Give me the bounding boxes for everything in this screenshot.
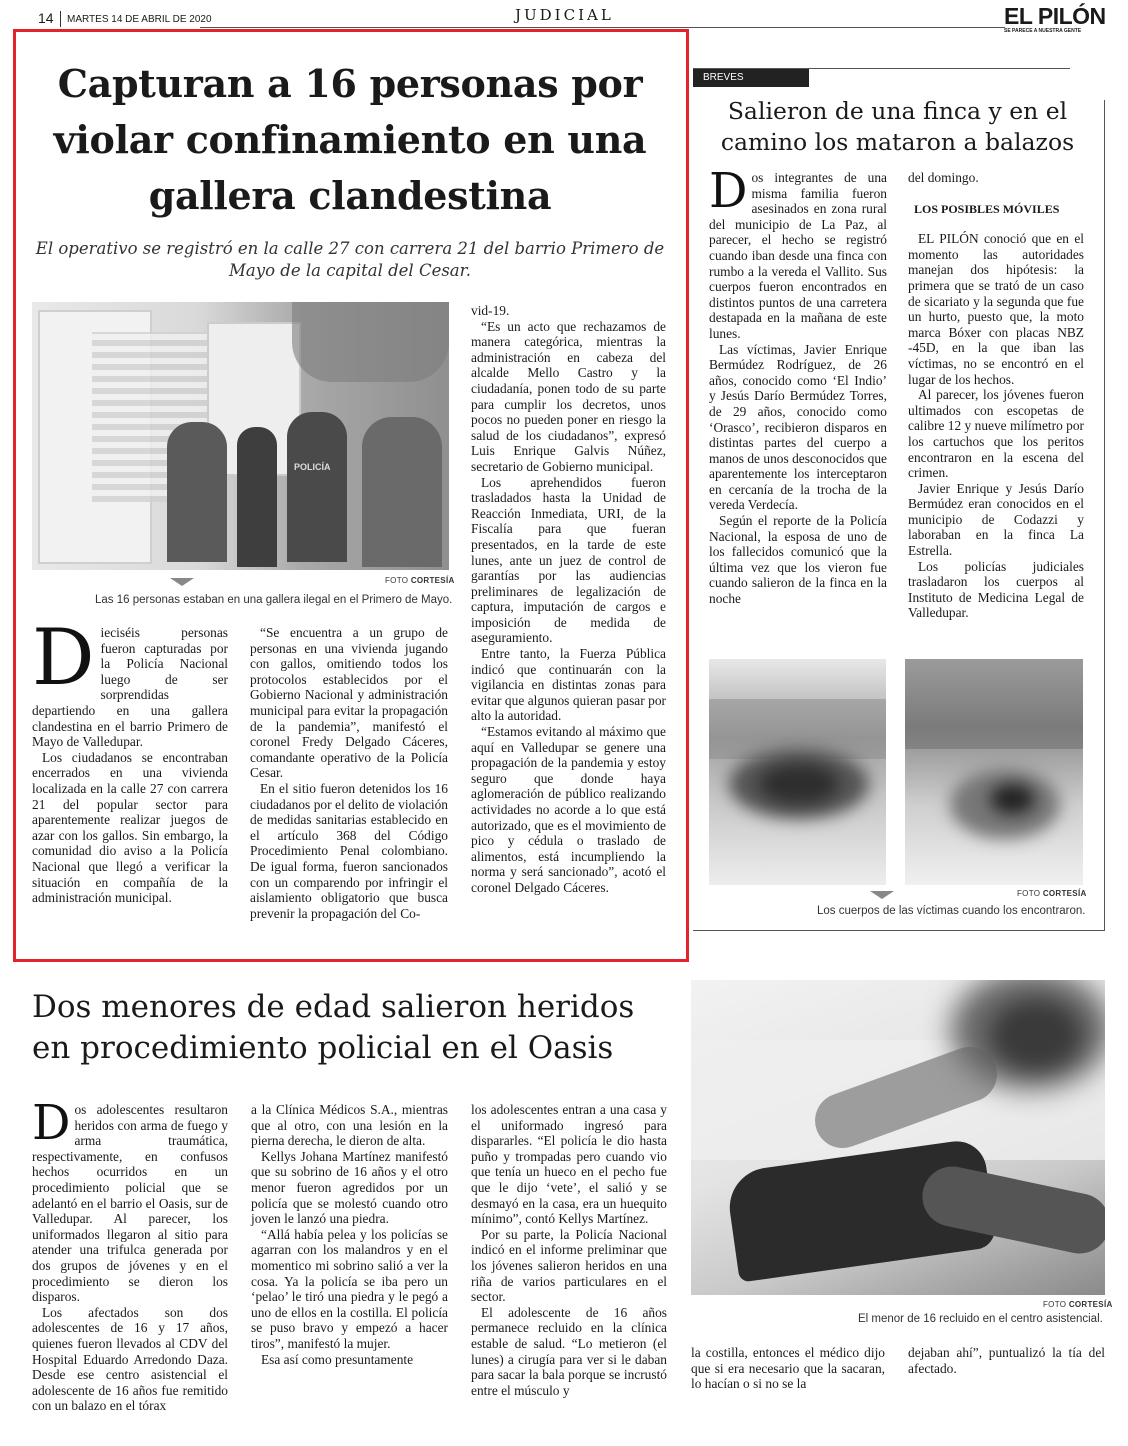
article2-paragraph: Al parecer, los jóvenes fueron ultimados con escopetas de calibre 12 y nueve milímetro por los cartuchos que los peritos encontraron en la escena del crimen. [908,387,1084,481]
article3-photo-credit: FOTO CORTESÍA [1043,1300,1113,1309]
article3-dropcap: D [32,1095,71,1151]
article2-subhead: LOS POSIBLES MÓVILES [914,201,1060,216]
article2-paragraph: EL PILÓN conoció que en el momento las autoridades manejan dos hipótesis: la primera que se trató de un caso de sicariato y la segunda que fue un hurto, puesto que, la moto marca Bóxer con placas NBZ -45D, en la que iban las víctimas, no se encontró en el lugar de los hechos. [908,231,1084,387]
article2-paragraph: os integrantes de una misma familia fueron asesinados en zona rural del municipio de La Paz, al parecer, el hecho se registró cuando iban desde una finca con rumbo a la vereda el Vallito. Sus cuerpos fueron encontrados en distintos puntos de una carretera destapada en la mañana de este lunes. [709,170,887,341]
article2-photo-left [709,659,886,885]
article2-title: Salieron de una finca y en el camino los mataron a balazos [720,97,1075,156]
article2-photo-right [905,659,1083,885]
article2-paragraph: del domingo. [908,170,979,185]
article1-paragraph: ieciséis personas fueron capturadas por la Policía Nacional luego de ser sorprendidas departiendo en una gallera clandestina en el barrio Primero de Mayo de Valledupar. [32,625,228,750]
vest-label: POLICÍA [294,462,331,472]
article1-title: Capturan a 16 personas por violar confinamiento en una gallera clandestina [53,61,647,218]
article2-dropcap: D [709,163,748,219]
brand-slogan: SE PARECE A NUESTRA GENTE [1004,28,1082,34]
article3-paragraph: “Allá había pelea y los policías se agarran con los malandros y en el momentico mi sobrino salió a ver la cosa. Ya la policía se iba pero un ‘pelao’ le tiró una piedra y le pegó a uno de ellos en la costilla. El policía se puso bravo y empezó a hacer tiros”, manifestó la mujer. [251,1226,448,1351]
article3-paragraph: os adolescentes resultaron heridos con arma de fuego y arma traumática, respectivamente, en confusos hechos ocurridos en un procedimiento policial que se adelantó en el barrio el Oasis, sur de Valledupar. Al parecer, los uniformados llegaron al sitio para atender una trifulca generada por dos grupos de jóvenes y en el procedimiento se dieron los disparos. [32,1102,228,1305]
article1-dropcap: D [32,613,95,703]
article3-column-3 [471,1102,667,1398]
article3-paragraph: a la Clínica Médicos S.A., mientras que al otro, con una lesión en la pierna derecha, le dieron de alta. [251,1102,448,1149]
article3-column-4 [691,1345,885,1392]
article2-paragraph: Los policías judiciales trasladaron los cuerpos al Instituto de Medicina Legal de Valledupar. [908,558,1084,621]
officer-left [167,422,227,562]
article1-caption-arrow [170,578,194,586]
article3-paragraph: Los afectados son dos adolescentes de 16 y 17 años, quienes fueron llevados al CDV del Hospital Eduardo Arredondo Daza. Desde ese centro asistencial el adolescente de 16 años fue remitido con un balazo en el tórax [32,1304,228,1414]
article1-column-2 [250,625,448,921]
officer-right [362,417,442,567]
article2-paragraph: Las víctimas, Javier Enrique Bermúdez Rodríguez, de 26 años, conocido como ‘El Indio’ y Jesús Darío Bermúdez Torres, de 29 años, conocido como ‘Orasco’, recibieron disparos en distintas partes del cuerpo a manos de unos desconocidos que aparentemente los interceptaron en cercanía de la trocha de la vereda Verdecía. [709,341,887,513]
brand-name: EL PILÓN [1004,3,1106,29]
article3-title: Dos menores de edad salieron heridos en procedimiento policial en el Oasis [32,989,635,1066]
breves-kicker: BREVES [693,69,809,87]
tree-background [292,302,449,382]
article1-paragraph: Entre tanto, la Fuerza Pública indicó que continuarán con la vigilancia en distintas zonas para evitar que algunos quieran pasar por alto la autoridad. [471,646,666,724]
article2-paragraph: Según el reporte de la Policía Nacional, la esposa de uno de los fallecidos comunicó que la última vez que los vieron fue cuando salieron de la finca en la noche [709,513,887,607]
article3-column-5 [908,1345,1105,1376]
article1-paragraph: “Se encuentra a un grupo de personas en una vivienda jugando con gallos, omitiendo todos los protocolos establecidos por el Gobierno Nacional y administración municipal para evitar la propagación de la pandemia”, manifestó el coronel Fredy Delgado Cáceres, comandante operativo de la Policía Cesar. [250,625,448,781]
article1-paragraph: Los aprehendidos fueron trasladados hasta la Unidad de Reacción Inmediata, URI, de la Fiscalía para que fueran presentados, en la tarde de este lunes, ante un juez de control de garantías por las audiencias preliminares de legalización de captura, imputación de cargos e imposición de medida de aseguramiento. [471,474,666,646]
article2-column-1 [709,163,887,607]
article3-paragraph: Por su parte, la Policía Nacional indicó en el informe preliminar que los jóvenes salieron heridos en una riña de varios particulares en el sector. [471,1226,667,1305]
article1-column-1 [32,613,228,906]
section-title: JUDICIAL [515,6,614,24]
header-rule [200,27,1005,28]
article2-photo-caption: Los cuerpos de las víctimas cuando los encontraron. [817,905,1086,917]
article1-subtitle: El operativo se registró en la calle 27 con carrera 21 del barrio Primero de Mayo de la capital del Cesar. [35,239,665,280]
article3-column-1 [32,1095,228,1414]
article3-paragraph: los adolescentes entran a una casa y el uniformado ingresó para dispararles. “El policía le dio hasta puño y trompadas pero cuando vio que tenía un hueco en el pecho fue que le dijo ‘vete’, el salió y se desmayó en la casa, era un huequito mínimo”, contó Kellys Martínez. [471,1102,667,1227]
article3-paragraph: Kellys Johana Martínez manifestó que su sobrino de 16 años y el otro menor fueron agredidos por un policía que se molestó cuando otro joven le lanzó una piedra. [251,1148,448,1227]
breves-bottom-rule [693,930,1105,931]
breves-right-rule [1104,100,1105,931]
brand-logo [1004,4,1108,34]
article3-paragraph: Esa así como presuntamente [261,1351,414,1367]
article3-paragraph: dejaban ahí”, puntualizó la tía del afectado. [908,1345,1105,1376]
article1-paragraph: “Es un acto que rechazamos de manera categórica, mientras la administración en cabeza del alcalde Mello Castro y la ciudadanía, ponen todo de su parte para cumplir los decretos, unos pocos no pueden poner en riesgo la salud de los ciudadanos”, expresó Luis Enrique Galvis Núñez, secretario de Gobierno municipal. [471,318,666,474]
article1-photo-credit: FOTO CORTESÍA [385,576,455,585]
article2-paragraph: Javier Enrique y Jesús Darío Bermúdez eran conocidos en el municipio de Codazzi y laboraban en la finca La Estrella. [908,480,1084,559]
issue-date: MARTES 14 DE ABRIL DE 2020 [67,14,212,25]
article1-paragraph: En el sitio fueron detenidos los 16 ciudadanos por el delito de violación de medidas sanitarias establecido en el artículo 368 del Código Procedimiento Penal colombiano. De igual forma, fueron sancionados con un comparendo por infringir el aislamiento obligatorio que busca prevenir la propagación del Co- [250,780,448,921]
article3-column-2 [251,1102,448,1367]
article2-photo-credit: FOTO CORTESÍA [1017,889,1087,898]
article3-paragraph: la costilla, entonces el médico dijo que si era necesario que la sacaran, lo hacían o si no se la [691,1345,885,1392]
article1-paragraph: Los ciudadanos se encontraban encerrados en una vivienda localizada en la calle 27 con carrera 21 del popular sector para aparentemente realizar juegos de azar con los gallos. Sin embargo, la comunidad dio aviso a la Policía Nacional que llegó a verificar la situación en compañía de la administración municipal. [32,749,228,906]
censored-area-core [759,764,839,804]
censored-face-core [991,1000,1081,1070]
article1-photo [32,302,449,570]
article3-paragraph: El adolescente de 16 años permanece recluido en la clínica estable de salud. “Lo metieron (el lunes) a cirugía para ver si le daban para sacar la bala porque se incrustó entre el músculo y [471,1304,667,1398]
article1-column-3 [471,303,666,896]
man-center [237,427,277,567]
article1-photo-caption: Las 16 personas estaban en una gallera ilegal en el Primero de Mayo. [95,594,453,606]
article2-column-2 [908,170,1084,621]
article2-caption-arrow [870,891,894,899]
trees [905,659,1083,749]
header-separator [60,11,61,27]
page-number: 14 [38,10,54,26]
officer-center [287,412,347,562]
article3-photo [691,980,1105,1295]
article1-paragraph: vid-19. [471,303,510,318]
censored-area-core [990,784,1035,814]
article1-paragraph: “Estamos evitando al máximo que aquí en Valledupar se genere una propagación de la pandemia y estoy seguro que donde haya aglomeración de público realizando actividades no acorde a lo que está autorizado, que es el movimiento de pico y cédula o traslado de alimentos, está incumpliendo la norma y será sancionado”, acotó el coronel Delgado Cáceres. [471,724,666,895]
article3-photo-caption: El menor de 16 recluido en el centro asistencial. [858,1313,1103,1325]
